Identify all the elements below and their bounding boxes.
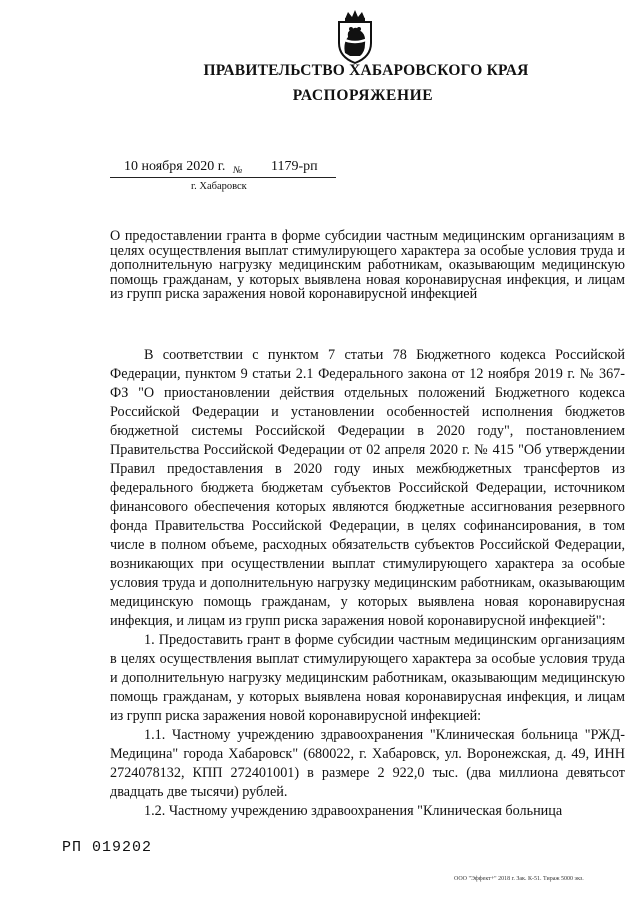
khabarovsk-krai-coat-of-arms-icon (333, 9, 377, 65)
printer-imprint: ООО "Эффект+" 2018 г. Зак. К-51. Тираж 5000 экз. (454, 876, 584, 882)
document-date: 10 ноября 2020 г. (124, 159, 226, 174)
date-number-underline (110, 177, 336, 178)
form-serial-number: РП 019202 (62, 839, 153, 856)
number-sign: № (233, 165, 243, 176)
body-paragraph: 1.1. Частному учреждению здравоохранения "Клиническая больница "РЖД-Медицина" города Хабаровск" (680022, г. Хабаровск, ул. Воронежская, д. 49, ИНН 2724078132, КПП 272401001) в размере 2 922,0 тыс. (два миллиона девятьсот двадцать две тысячи) рублей. (110, 727, 625, 800)
document-subject: О предоставлении гранта в форме субсидии частным медицинским организациям в целях осуществления выплат стимулирующего характера за особые условия труда и дополнительную нагрузку медицинским работникам, оказывающим медицинскую помощь гражданам, у которых выявлена новая коронавирусная инфекция, и лицам из групп риска заражения новой коронавирусной инфекцией (110, 228, 625, 302)
body-paragraph: 1.2. Частному учреждению здравоохранения "Клиническая больница (144, 803, 563, 819)
document-type: РАСПОРЯЖЕНИЕ (292, 87, 434, 104)
document-number: 1179-рп (271, 159, 318, 174)
body-paragraph: 1. Предоставить грант в форме субсидии частным медицинским организациям в целях осуществления выплат стимулирующего характера за особые условия труда и дополнительную нагрузку медицинским работникам, оказывающим медицинскую помощь гражданам, у которых выявлена новая коронавирусная инфекция, и лицам из групп риска заражения новой коронавирусной инфекцией: (110, 632, 625, 724)
document-city: г. Хабаровск (191, 181, 247, 192)
document-body (110, 346, 625, 821)
body-paragraph: В соответствии с пунктом 7 статьи 78 Бюджетного кодекса Российской Федерации, пунктом 9 статьи 2.1 Федерального закона от 12 ноября 2019 г. № 367-ФЗ "О приостановлении действия отдельных положений Бюджетного кодекса Российской Федерации и установлении особенностей исполнения бюджетов бюджетной системы Российской Федерации в 2020 году", постановлением Правительства Российской Федерации от 02 апреля 2020 г. № 415 "Об утверждении Правил предоставления в 2020 году иных межбюджетных трансфертов из федерального бюджета бюджетам субъектов Российской Федерации, источником финансового обеспечения которых являются бюджетные ассигнования резервного фонда Правительства Российской Федерации, в целях софинансирования, в том числе в полном объеме, расходных обязательств субъектов Российской Федерации, возникающих при осуществлении выплат стимулирующего характера за особые условия труда и дополнительную нагрузку медицинским работникам, оказывающим медицинскую помощь гражданам, у которых выявлена новая коронавирусная инфекция, и лицам из групп риска заражения новой коронавирусной инфекцией": (110, 347, 625, 629)
government-title: ПРАВИТЕЛЬСТВО ХАБАРОВСКОГО КРАЯ (203, 62, 529, 79)
